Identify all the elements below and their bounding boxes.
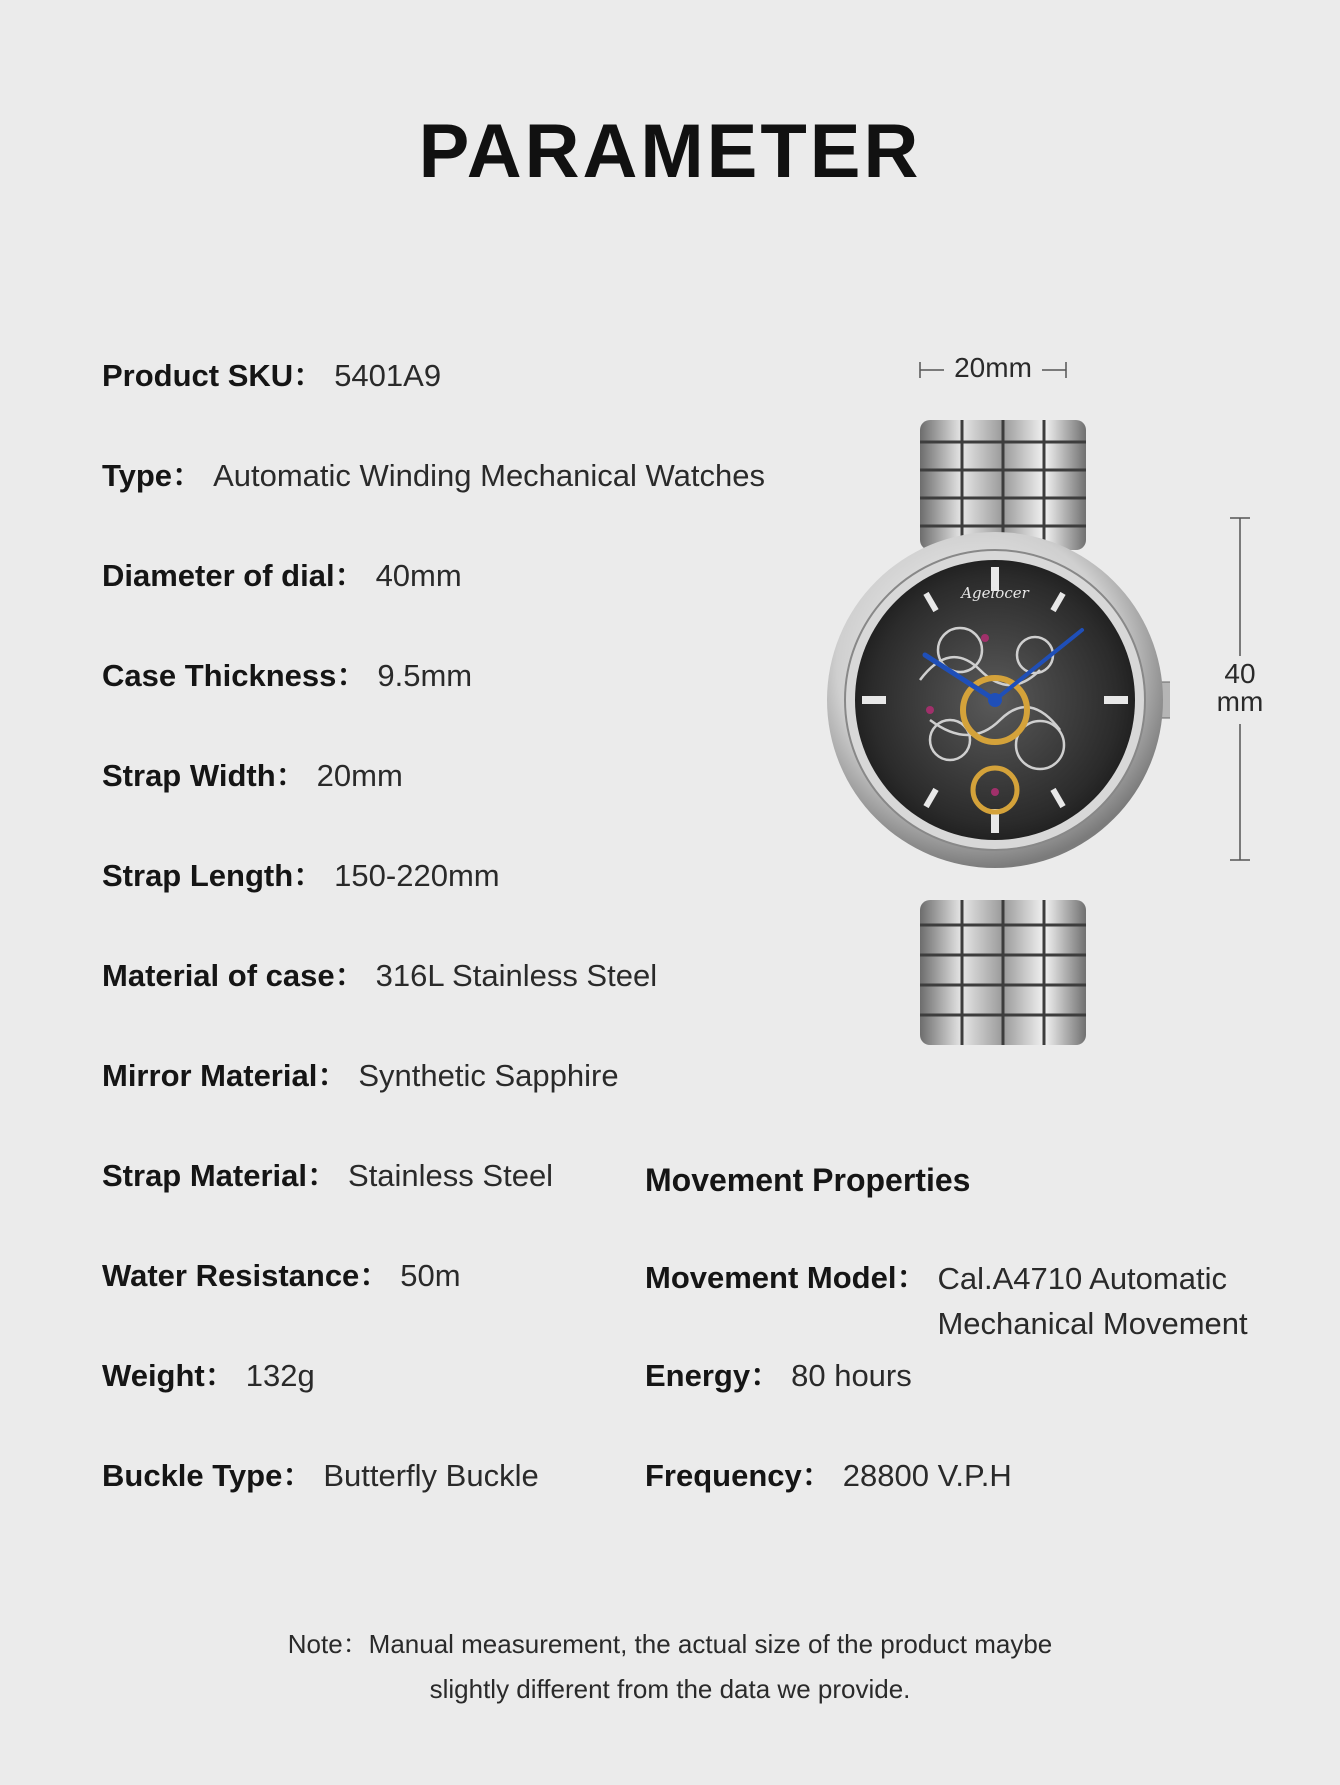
spec-case-thickness bbox=[102, 656, 472, 696]
spec-label: Energy： bbox=[645, 1358, 782, 1393]
spec-label: Material of case： bbox=[102, 958, 366, 993]
spec-label: Strap Width： bbox=[102, 758, 307, 793]
spec-value: 40mm bbox=[375, 558, 462, 593]
spec-buckle-type bbox=[102, 1456, 539, 1496]
strap-width-label: 20mm bbox=[954, 352, 1032, 383]
note-line-1: Note：Manual measurement, the actual size of the product maybe bbox=[287, 1629, 1053, 1659]
spec-diameter bbox=[102, 556, 462, 596]
spec-label: Type： bbox=[102, 458, 204, 493]
spec-value: Stainless Steel bbox=[348, 1158, 554, 1193]
spec-water-resistance bbox=[102, 1256, 461, 1296]
spec-value: 5401A9 bbox=[334, 358, 442, 393]
spec-label: Product SKU： bbox=[102, 358, 325, 393]
watch-brand-logo: Agelocer bbox=[961, 584, 1029, 602]
watch-image bbox=[820, 420, 1170, 1050]
note-line-2: slightly different from the data we provide. bbox=[429, 1674, 911, 1704]
spec-case-material bbox=[102, 956, 657, 996]
spec-label: Strap Length： bbox=[102, 858, 325, 893]
spec-product-sku bbox=[102, 356, 441, 396]
spec-type bbox=[102, 456, 765, 496]
spec-value: 150-220mm bbox=[334, 858, 500, 893]
spec-movement-model bbox=[645, 1258, 1297, 1346]
spec-value: Butterfly Buckle bbox=[323, 1458, 539, 1493]
spec-label: Water Resistance： bbox=[102, 1258, 391, 1293]
spec-value: Cal.A4710 Automatic Mechanical Movement bbox=[937, 1261, 1248, 1341]
spec-value: 50m bbox=[400, 1258, 461, 1293]
spec-label: Movement Model： bbox=[645, 1260, 928, 1295]
spec-label: Frequency： bbox=[645, 1458, 833, 1493]
spec-strap-length bbox=[102, 856, 500, 896]
spec-weight bbox=[102, 1356, 315, 1396]
spec-energy bbox=[645, 1356, 912, 1396]
spec-value: 20mm bbox=[316, 758, 403, 793]
spec-label: Diameter of dial： bbox=[102, 558, 366, 593]
spec-value: 132g bbox=[245, 1358, 315, 1393]
spec-frequency bbox=[645, 1456, 1012, 1496]
diameter-unit-label: mm bbox=[1216, 686, 1264, 717]
spec-label: Mirror Material： bbox=[102, 1058, 349, 1093]
diameter-value-label: 40 bbox=[1224, 658, 1256, 689]
spec-value: 80 hours bbox=[791, 1358, 912, 1393]
spec-value: 316L Stainless Steel bbox=[375, 958, 658, 993]
spec-label: Buckle Type： bbox=[102, 1458, 314, 1493]
spec-label: Strap Material： bbox=[102, 1158, 339, 1193]
spec-value: Synthetic Sapphire bbox=[358, 1058, 619, 1093]
spec-value: 28800 V.P.H bbox=[842, 1458, 1012, 1493]
spec-label: Case Thickness： bbox=[102, 658, 368, 693]
page-title: PARAMETER bbox=[418, 109, 922, 194]
spec-strap-material bbox=[102, 1156, 553, 1196]
spec-label: Weight： bbox=[102, 1358, 236, 1393]
measurement-note bbox=[0, 1622, 1340, 1712]
spec-value: Automatic Winding Mechanical Watches bbox=[213, 458, 765, 493]
spec-mirror-material bbox=[102, 1056, 619, 1096]
spec-value: 9.5mm bbox=[377, 658, 473, 693]
movement-properties-heading: Movement Properties bbox=[645, 1162, 971, 1198]
spec-strap-width bbox=[102, 756, 403, 796]
